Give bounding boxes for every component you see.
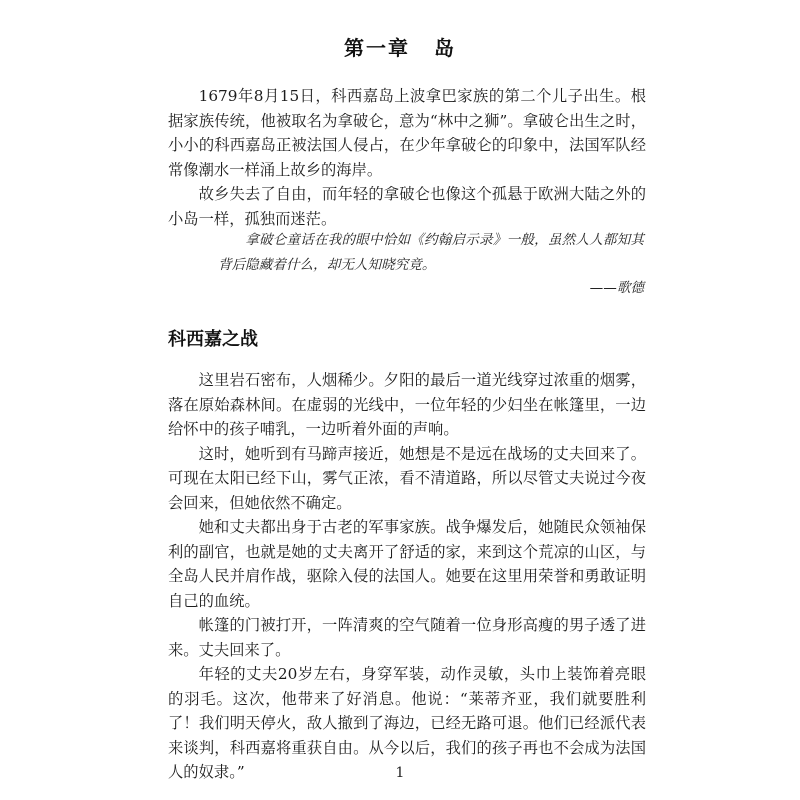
- intro-paragraph: 1679年8月15日，科西嘉岛上波拿巴家族的第二个儿子出生。根据家族传统，他被取名为拿破仑，意为“林中之狮”。拿破仑出生之时，小小的科西嘉岛正被法国人侵占，在少年拿破仑的印象中，法国军队经常像潮水一样涌上故乡的海岸。: [168, 87, 646, 179]
- page-number: 1: [395, 765, 405, 781]
- chapter-number: 第一章: [344, 36, 410, 60]
- section-heading: 科西嘉之战: [168, 329, 258, 350]
- epigraph-attribution: ——歌德: [589, 280, 644, 296]
- epigraph: [218, 228, 644, 277]
- section-paragraph: 这里岩石密布，人烟稀少。夕阳的最后一道光线穿过浓重的烟雾，落在原始森林间。在虚弱的光线中，一位年轻的少妇坐在帐篷里，一边给怀中的孩子哺乳，一边听着外面的声响。: [168, 371, 646, 438]
- epigraph-text: 拿破仑童话在我的眼中恰如《约翰启示录》一般，虽然人人都知其背后隐藏着什么，却无人知晓究竟。: [218, 232, 644, 273]
- chapter-title: [0, 32, 800, 61]
- section-paragraph: 她和丈夫都出身于古老的军事家族。战争爆发后，她随民众领袖保利的副官，也就是她的丈夫离开了舒适的家，来到这个荒凉的山区，与全岛人民并肩作战，驱除入侵的法国人。她要在这里用荣誉和勇敢证明自己的血统。: [168, 518, 646, 610]
- section-paragraph: 这时，她听到有马蹄声接近，她想是不是远在战场的丈夫回来了。可现在太阳已经下山，雾气正浓，看不清道路，所以尽管丈夫说过今夜会回来，但她依然不确定。: [168, 444, 646, 512]
- section-paragraph: 年轻的丈夫20岁左右，身穿军装，动作灵敏，头巾上装饰着亮眼的羽毛。这次，他带来了好消息。他说：“莱蒂齐亚，我们就要胜利了！我们明天停火，敌人撤到了海边，已经无路可退。他们已经派代表来谈判，科西嘉将重获自由。从今以后，我们的孩子再也不会成为法国人的奴隶。”: [168, 665, 646, 781]
- chapter-name: 岛: [434, 36, 456, 60]
- intro-paragraph: 故乡失去了自由，而年轻的拿破仑也像这个孤悬于欧洲大陆之外的小岛一样，孤独而迷茫。: [168, 185, 646, 228]
- section-paragraph: 帐篷的门被打开，一阵清爽的空气随着一位身形高瘦的男子透了进来。丈夫回来了。: [168, 616, 646, 659]
- section-text: [168, 368, 646, 785]
- intro-text: [168, 84, 646, 231]
